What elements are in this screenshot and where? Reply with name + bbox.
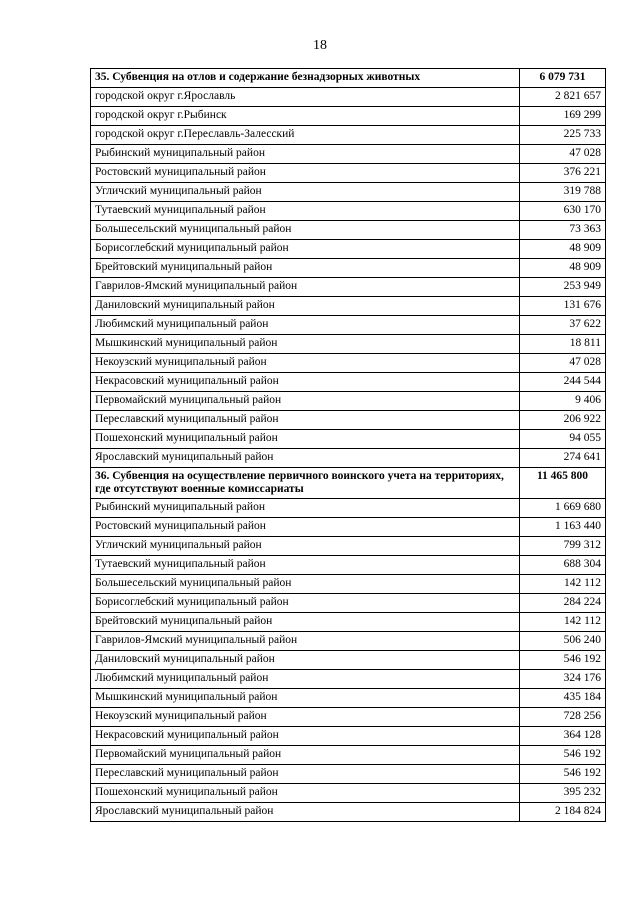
- table-row: [91, 373, 606, 392]
- subvention-amount: 546 192: [520, 651, 606, 670]
- table-row: [91, 499, 606, 518]
- municipality-name: городской округ г.Ярославль: [91, 88, 520, 107]
- table-row: [91, 240, 606, 259]
- table-row: [91, 316, 606, 335]
- subvention-amount: 131 676: [520, 297, 606, 316]
- table-row: [91, 575, 606, 594]
- municipality-name: Ростовский муниципальный район: [91, 518, 520, 537]
- municipality-name: Борисоглебский муниципальный район: [91, 240, 520, 259]
- subvention-amount: 2 821 657: [520, 88, 606, 107]
- municipality-name: Даниловский муниципальный район: [91, 651, 520, 670]
- table-row: [91, 803, 606, 822]
- subvention-table-body: [91, 69, 606, 822]
- subvention-amount: 94 055: [520, 430, 606, 449]
- subvention-amount: 319 788: [520, 183, 606, 202]
- municipality-name: Угличский муниципальный район: [91, 183, 520, 202]
- subvention-amount: 244 544: [520, 373, 606, 392]
- table-row: [91, 202, 606, 221]
- municipality-name: Гаврилов-Ямский муниципальный район: [91, 278, 520, 297]
- table-row: [91, 784, 606, 803]
- subvention-amount: 435 184: [520, 689, 606, 708]
- municipality-name: Любимский муниципальный район: [91, 670, 520, 689]
- table-row: [91, 537, 606, 556]
- table-row: [91, 430, 606, 449]
- table-row: [91, 556, 606, 575]
- subvention-amount: 206 922: [520, 411, 606, 430]
- subvention-table: [90, 68, 606, 822]
- subvention-amount: 274 641: [520, 449, 606, 468]
- municipality-name: Тутаевский муниципальный район: [91, 202, 520, 221]
- municipality-name: Брейтовский муниципальный район: [91, 259, 520, 278]
- subvention-amount: 324 176: [520, 670, 606, 689]
- municipality-name: Мышкинский муниципальный район: [91, 689, 520, 708]
- table-row: [91, 670, 606, 689]
- municipality-name: Рыбинский муниципальный район: [91, 145, 520, 164]
- table-row: [91, 221, 606, 240]
- table-row: [91, 335, 606, 354]
- table-row: [91, 126, 606, 145]
- subvention-amount: 284 224: [520, 594, 606, 613]
- subvention-amount: 376 221: [520, 164, 606, 183]
- municipality-name: Угличский муниципальный район: [91, 537, 520, 556]
- municipality-name: Первомайский муниципальный район: [91, 392, 520, 411]
- table-row: [91, 145, 606, 164]
- municipality-name: Любимский муниципальный район: [91, 316, 520, 335]
- table-row: [91, 449, 606, 468]
- municipality-name: Большесельский муниципальный район: [91, 221, 520, 240]
- subvention-amount: 630 170: [520, 202, 606, 221]
- section-total: 11 465 800: [520, 468, 606, 499]
- municipality-name: Переславский муниципальный район: [91, 765, 520, 784]
- municipality-name: Пошехонский муниципальный район: [91, 430, 520, 449]
- municipality-name: Даниловский муниципальный район: [91, 297, 520, 316]
- subvention-amount: 142 112: [520, 575, 606, 594]
- municipality-name: Ростовский муниципальный район: [91, 164, 520, 183]
- municipality-name: Пошехонский муниципальный район: [91, 784, 520, 803]
- subvention-amount: 728 256: [520, 708, 606, 727]
- municipality-name: городской округ г.Рыбинск: [91, 107, 520, 126]
- municipality-name: Тутаевский муниципальный район: [91, 556, 520, 575]
- municipality-name: Мышкинский муниципальный район: [91, 335, 520, 354]
- subvention-amount: 1 163 440: [520, 518, 606, 537]
- table-row: [91, 183, 606, 202]
- section-title: 35. Субвенция на отлов и содержание безнадзорных животных: [91, 69, 520, 88]
- municipality-name: Борисоглебский муниципальный район: [91, 594, 520, 613]
- subvention-amount: 47 028: [520, 145, 606, 164]
- subvention-amount: 506 240: [520, 632, 606, 651]
- table-row: [91, 518, 606, 537]
- subvention-amount: 364 128: [520, 727, 606, 746]
- municipality-name: Первомайский муниципальный район: [91, 746, 520, 765]
- subvention-amount: 9 406: [520, 392, 606, 411]
- municipality-name: Ярославский муниципальный район: [91, 449, 520, 468]
- municipality-name: Ярославский муниципальный район: [91, 803, 520, 822]
- table-row: [91, 632, 606, 651]
- table-row: [91, 278, 606, 297]
- subvention-amount: 395 232: [520, 784, 606, 803]
- table-row: [91, 354, 606, 373]
- table-row: [91, 297, 606, 316]
- subvention-amount: 48 909: [520, 240, 606, 259]
- municipality-name: Брейтовский муниципальный район: [91, 613, 520, 632]
- municipality-name: Большесельский муниципальный район: [91, 575, 520, 594]
- table-row: [91, 613, 606, 632]
- municipality-name: Переславский муниципальный район: [91, 411, 520, 430]
- subvention-amount: 688 304: [520, 556, 606, 575]
- subvention-amount: 48 909: [520, 259, 606, 278]
- section-title: 36. Субвенция на осуществление первичного воинского учета на территориях, где отсутствуют военные комиссариаты: [91, 468, 520, 499]
- table-row: [91, 689, 606, 708]
- table-row: [91, 164, 606, 183]
- table-row: [91, 746, 606, 765]
- municipality-name: Рыбинский муниципальный район: [91, 499, 520, 518]
- subvention-amount: 2 184 824: [520, 803, 606, 822]
- subvention-amount: 253 949: [520, 278, 606, 297]
- subvention-amount: 546 192: [520, 765, 606, 784]
- subvention-amount: 169 299: [520, 107, 606, 126]
- section-header-row: [91, 468, 606, 499]
- subvention-amount: 1 669 680: [520, 499, 606, 518]
- subvention-amount: 18 811: [520, 335, 606, 354]
- section-total: 6 079 731: [520, 69, 606, 88]
- table-row: [91, 594, 606, 613]
- table-row: [91, 651, 606, 670]
- municipality-name: Некрасовский муниципальный район: [91, 727, 520, 746]
- municipality-name: Некоузский муниципальный район: [91, 354, 520, 373]
- table-row: [91, 411, 606, 430]
- subvention-amount: 47 028: [520, 354, 606, 373]
- table-row: [91, 259, 606, 278]
- table-row: [91, 765, 606, 784]
- subvention-amount: 142 112: [520, 613, 606, 632]
- table-row: [91, 392, 606, 411]
- subvention-amount: 73 363: [520, 221, 606, 240]
- municipality-name: Гаврилов-Ямский муниципальный район: [91, 632, 520, 651]
- subvention-amount: 37 622: [520, 316, 606, 335]
- table-row: [91, 727, 606, 746]
- subvention-amount: 799 312: [520, 537, 606, 556]
- page-number: 18: [313, 38, 327, 53]
- table-row: [91, 107, 606, 126]
- subvention-amount: 225 733: [520, 126, 606, 145]
- table-row: [91, 708, 606, 727]
- municipality-name: Некоузский муниципальный район: [91, 708, 520, 727]
- subvention-amount: 546 192: [520, 746, 606, 765]
- municipality-name: городской округ г.Переславль-Залесский: [91, 126, 520, 145]
- table-row: [91, 88, 606, 107]
- section-header-row: [91, 69, 606, 88]
- municipality-name: Некрасовский муниципальный район: [91, 373, 520, 392]
